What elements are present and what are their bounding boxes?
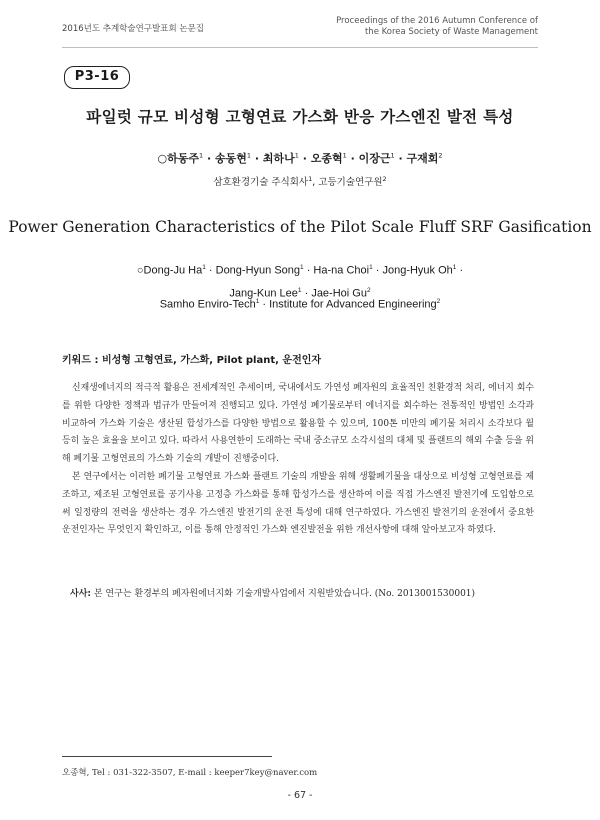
author-affiliation-mark: 1: [198, 151, 204, 160]
author-affiliation-mark: 1: [246, 151, 251, 160]
acknowledgement-text: 본 연구는 환경부의 폐자원에너지화 기술개발사업에서 지원받았습니다. (No. 2013001530001): [93, 589, 476, 599]
abstract-paragraph: 신재생에너지의 적극적 활용은 전세계적인 추세이며, 국내에서도 가연성 폐자원의 효율적인 친환경적 처리, 에너지 회수를 위한 다양한 정책과 법규가 만들어져 진행되고 있다. 가연성 폐기물로부터 에너지를 회수하는 전통적인 방법인 소각과 비교하여 가스화 기술은 생산된 합성가스를 다양한 방법으로 활용할 수 있으며, 100톤 미만의 폐기물 처리시 소각보다 월등히 높은 효율을 보이고 있다. 따라서 사용연한이 도래하는 국내 중소규모 소각시설의 대체 및 플랜트의 해외 수출 등을 위해 폐기물 고형연료의 가스화 기술의 개발이 진행중이다.: [62, 383, 534, 465]
author-affiliation-mark: 1: [390, 151, 395, 160]
author-affiliation-mark: 1: [452, 264, 457, 271]
author-affiliation-mark: 1: [297, 286, 302, 294]
running-header-right: [336, 16, 538, 39]
author-affiliation-mark: 2: [438, 151, 443, 160]
author-affiliation-mark: 1: [300, 264, 304, 271]
header-divider: [62, 47, 538, 48]
author-name: 오종혁: [310, 152, 343, 165]
affiliation-mark: 2: [436, 298, 441, 305]
affiliation-name: 고등기술연구원: [318, 177, 383, 188]
affiliations-english: Samho Enviro-Tech$^1$ · Institute for Advanced Engineering$^2$: [159, 298, 441, 311]
author-affiliation-mark: 2: [366, 286, 371, 294]
author-name: Jong-Hyuk Oh: [382, 264, 453, 277]
abstract-paragraph: 본 연구에서는 이러한 폐기물 고형연료 가스화 플랜트 기술의 개발을 위해 생활폐기물을 대상으로 비성형 고형연료를 제조하고, 제조된 고형연료를 공기사용 고정층 가스화를 통해 합성가스를 생산하여 이를 직접 가스엔진 발전기에 도입함으로써 일정량의 전력을 생산하는 경우 가스엔진 발전기의 운전 특성에 대해 연구하였다. 가스엔진 발전기의 운전에서 중요한 운전인자는 무엇인지 확인하고, 이를 통해 안정적인 가스화 엔진발전을 위한 개선사항에 대해 알아보고자 하였다.: [62, 471, 534, 536]
affiliation-name: 삼호환경기술 주식회사: [213, 177, 309, 188]
footnote-divider: [62, 756, 272, 757]
author-name: Dong-Ju Ha: [143, 264, 203, 277]
author-name: 최하나: [262, 152, 295, 165]
corresponding-author-footnote: 오종혁, Tel : 031-322-3507, E-mail : keeper7key@naver.com: [62, 768, 318, 778]
author-name: Ha-na Choi: [313, 264, 370, 277]
running-header-right-line2: the Korea Society of Waste Management: [364, 27, 538, 38]
affiliation-name: Institute for Advanced Engineering: [269, 298, 437, 311]
author-affiliation-mark: 1: [202, 264, 206, 271]
affiliation-mark: 1: [308, 174, 313, 183]
affiliation-mark: 2: [382, 174, 387, 183]
author-name: 구재회: [406, 152, 439, 165]
authors-english-line2: Jang-Kun Lee$^1$ · Jae-Hoi Gu$^2$: [229, 286, 371, 300]
author-affiliation-mark: 1: [294, 151, 299, 160]
affiliation-name: Samho Enviro-Tech: [159, 298, 256, 311]
authors-korean: ○하동주$^1$ · 송동현$^1$ · 최하나$^1$ · 오종혁$^1$ · 이장근$^1$ · 구재회$^2$: [157, 151, 443, 165]
author-affiliation-mark: 1: [342, 151, 347, 160]
running-header-left: 2016년도 추계학술연구발표회 논문집: [62, 24, 204, 34]
abstract: [62, 380, 534, 540]
presenter-marker: ○: [157, 152, 168, 165]
keywords: 키워드 : 비성형 고형연료, 가스화, Pilot plant, 운전인자: [62, 355, 322, 366]
affiliations-korean: 삼호환경기술 주식회사$^1$, 고등기술연구원$^2$: [213, 174, 387, 188]
authors-english-line1: ○Dong-Ju $Ha^1$ · Dong-Hyun Song$^1$ · Ha-na Choi$^1$ · Jong-Hyuk $Oh^1$ ·: [136, 264, 464, 277]
author-name: 송동현: [214, 152, 247, 165]
acknowledgement-label: 사사:: [70, 589, 91, 599]
session-badge: P3-16: [64, 66, 130, 89]
author-name: Jang-Kun Lee: [229, 287, 298, 300]
page-number: - 67 -: [287, 790, 313, 801]
title-english: Power Generation Characteristics of the Pilot Scale Fluff SRF Gasification: [8, 218, 592, 236]
acknowledgement: [70, 586, 475, 599]
authors-english: [0, 258, 600, 303]
author-name: 하동주: [167, 152, 199, 165]
author-name: Dong-Hyun Song: [215, 264, 301, 277]
author-name: 이장근: [358, 152, 391, 165]
presenter-marker: ○: [136, 264, 144, 277]
author-name: Jae-Hoi Gu: [311, 287, 367, 300]
author-affiliation-mark: 1: [369, 264, 373, 271]
affiliation-mark: 1: [255, 298, 260, 305]
title-korean: 파일럿 규모 비성형 고형연료 가스화 반응 가스엔진 발전 특성: [86, 108, 514, 126]
running-header-right-line1: Proceedings of the 2016 Autumn Conference of: [336, 16, 538, 26]
